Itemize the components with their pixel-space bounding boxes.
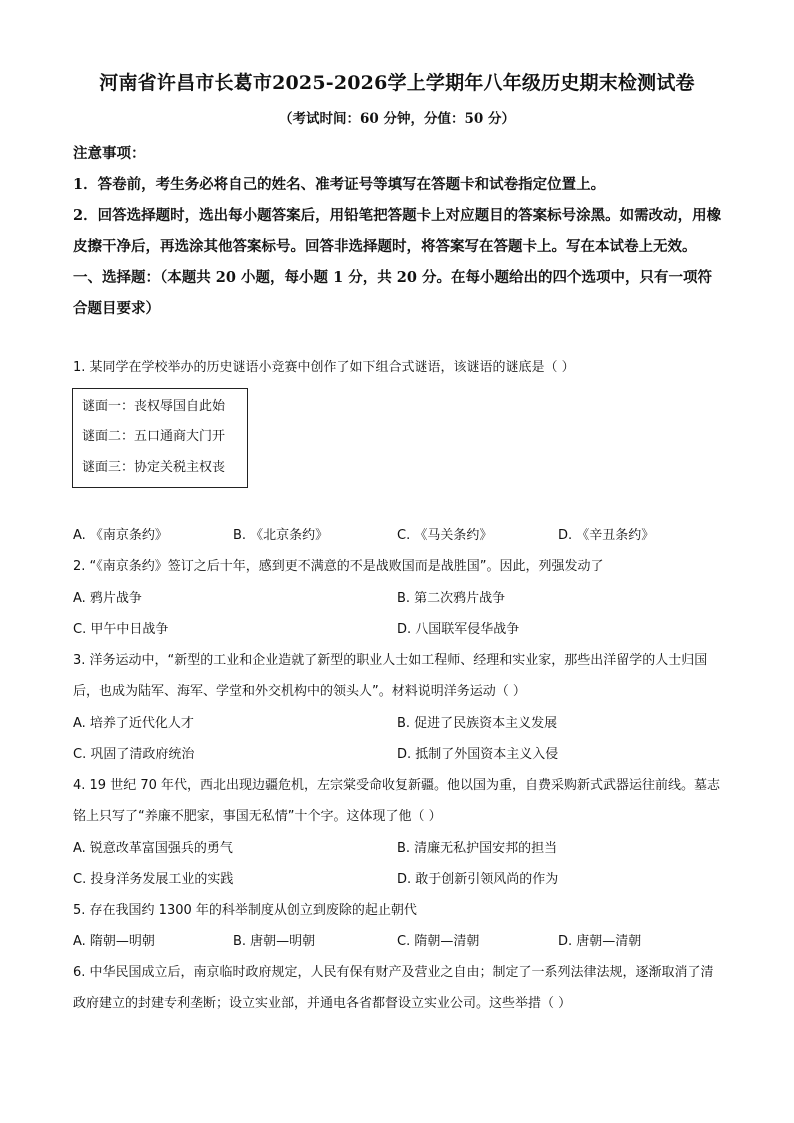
option-a: A. 隋朝—明朝	[73, 934, 155, 949]
option-b: B. 唐朝—明朝	[233, 934, 316, 949]
option-c: C. 《马关条约》	[397, 528, 493, 543]
option-b: B. 第二次鸦片战争	[397, 591, 506, 606]
riddle-box	[72, 388, 248, 488]
question-stem: 5. 存在我国约 1300 年的科举制度从创立到废除的起止朝代	[73, 903, 417, 918]
exam-info: （考试时间：60 分钟，分值：50 分）	[279, 111, 515, 127]
option-c: C. 甲午中日战争	[73, 622, 169, 637]
notice-heading: 注意事项：	[73, 145, 146, 162]
option-a: A. 《南京条约》	[73, 528, 168, 543]
page-title: 河南省许昌市长葛市2025-2026学上学期年八年级历史期末检测试卷	[99, 72, 695, 94]
option-a: A. 锐意改革富国强兵的勇气	[73, 841, 233, 856]
question-stem: 2. “《南京条约》签订之后十年，感到更不满意的不是战败国而是战胜国”。因此，列强发动了	[73, 559, 604, 574]
section-heading: 一、选择题：（本题共 20 小题，每小题 1 分，共 20 分。在每小题给出的四个选项中，只有一项符合题目要求）	[73, 269, 712, 317]
option-b: B. 促进了民族资本主义发展	[397, 716, 558, 731]
question-stem: 4. 19 世纪 70 年代，西北出现边疆危机，左宗棠受命收复新疆。他以国为重，自费采购新式武器运往前线。墓志铭上只写了“养廉不肥家，事国无私情”十个字。这体现了他（ ）	[73, 778, 721, 824]
option-a: A. 鸦片战争	[73, 591, 142, 606]
option-d: D. 《辛丑条约》	[558, 528, 655, 543]
option-b: B. 《北京条约》	[233, 528, 329, 543]
notice-block	[73, 138, 723, 324]
option-c: C. 隋朝—清朝	[397, 934, 480, 949]
option-d: D. 敢于创新引领风尚的作为	[397, 872, 559, 887]
option-c: C. 投身洋务发展工业的实践	[73, 872, 234, 887]
riddle-line: 谜面三：协定关税主权丧	[82, 460, 226, 475]
question-stem: 3. 洋务运动中，“新型的工业和企业造就了新型的职业人士如工程师、经理和实业家，那些出洋留学的人士归国后，也成为陆军、海军、学堂和外交机构中的领头人”。材料说明洋务运动（ ）	[73, 653, 708, 699]
question-stem: 1. 某同学在学校举办的历史谜语小竞赛中创作了如下组合式谜语，该谜语的谜底是（ ）	[73, 360, 575, 375]
notice-item: 1．答卷前，考生务必将自己的姓名、准考证号等填写在答题卡和试卷指定位置上。	[73, 176, 606, 193]
riddle-line: 谜面一：丧权辱国自此始	[82, 399, 226, 414]
option-b: B. 清廉无私护国安邦的担当	[397, 841, 558, 856]
option-c: C. 巩固了清政府统治	[73, 747, 195, 762]
option-a: A. 培养了近代化人才	[73, 716, 194, 731]
notice-item: 2．回答选择题时，选出每小题答案后，用铅笔把答题卡上对应题目的答案标号涂黑。如需改动，用橡皮擦干净后，再选涂其他答案标号。回答非选择题时，将答案写在答题卡上。写在本试卷上无效。	[73, 207, 722, 255]
option-d: D. 八国联军侵华战争	[397, 622, 520, 637]
riddle-line: 谜面二：五口通商大门开	[82, 429, 226, 444]
option-d: D. 抵制了外国资本主义入侵	[397, 747, 559, 762]
question-stem: 6. 中华民国成立后，南京临时政府规定，人民有保有财产及营业之自由；制定了一系列法律法规，逐渐取消了清政府建立的封建专利垄断；设立实业部，并通电各省都督设立实业公司。这些举措（ ）	[73, 965, 714, 1011]
option-d: D. 唐朝—清朝	[558, 934, 642, 949]
